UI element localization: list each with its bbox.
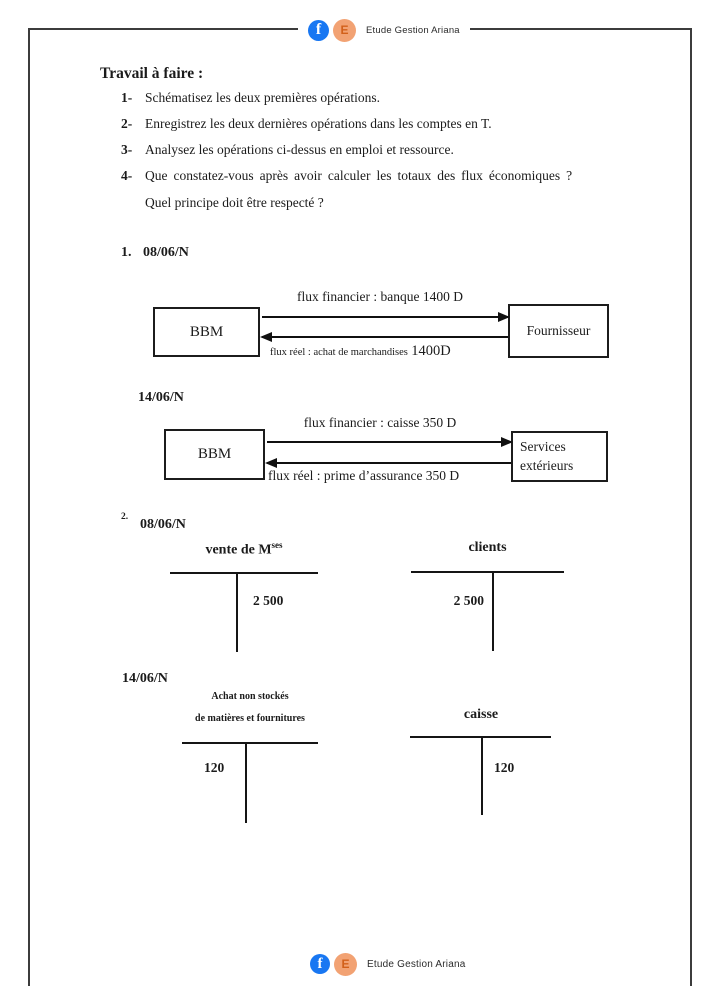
t-account-top-line — [182, 742, 318, 744]
services-exterieurs-box — [511, 431, 608, 482]
section-3-number: 2. — [121, 512, 129, 522]
flux-financier-arrow-right-icon — [262, 316, 508, 318]
task-text: Enregistrez les deux dernières opérations dans les comptes en T. — [145, 116, 492, 131]
account-title-clients: clients — [468, 540, 507, 555]
account-title-caisse: caisse — [463, 707, 499, 722]
footer-brand — [300, 947, 476, 981]
section-1-number: 1. — [121, 245, 132, 260]
task-text: Schématisez les deux premières opérations. — [145, 90, 381, 105]
task-text-line2: Quel principe doit être respecté ? — [145, 195, 324, 210]
facebook-icon: f — [310, 954, 330, 974]
t-account-divider-line — [245, 742, 247, 823]
t-account-top-line — [411, 571, 564, 573]
e-badge-icon: E — [334, 953, 357, 976]
account-title-achat-line1: Achat non stockés — [211, 691, 289, 702]
debit-amount: 2 500 — [453, 593, 484, 608]
account-title-achat-line2: de matières et fournitures — [195, 713, 305, 724]
task-number: 3- — [121, 142, 133, 157]
flux-financier-label: flux financier : banque 1400 D — [296, 289, 464, 304]
flux-financier-label: flux financier : caisse 350 D — [303, 415, 457, 430]
bbm-box: BBM — [153, 307, 260, 357]
credit-amount: 120 — [494, 760, 515, 775]
flux-financier-arrow-right-icon — [267, 441, 511, 443]
task-text: Analysez les opérations ci-dessus en emploi et ressource. — [145, 142, 454, 157]
fournisseur-box: Fournisseur — [508, 304, 609, 358]
flux-reel-text: flux réel : achat de marchandises — [270, 347, 408, 358]
services-exterieurs-label: Services extérieurs — [520, 439, 574, 473]
task-text: Que constatez-vous après avoir calculer les totaux des flux économiques ? — [145, 168, 573, 183]
t-account-divider-line — [236, 572, 238, 652]
flux-reel-label: flux réel : prime d’assurance 350 D — [268, 468, 460, 483]
task-number: 2- — [121, 116, 133, 131]
task-number: 4- — [121, 168, 133, 183]
brand-name: Etude Gestion Ariana — [367, 958, 466, 970]
bbm-box: BBM — [164, 429, 265, 480]
page-title: Travail à faire : — [100, 65, 204, 82]
section-3-date: 08/06/N — [140, 517, 186, 532]
section-4-date: 14/06/N — [122, 671, 168, 686]
task-number: 1- — [121, 90, 133, 105]
t-account-top-line — [170, 572, 318, 574]
debit-amount: 120 — [204, 760, 225, 775]
section-1-date: 08/06/N — [143, 245, 189, 260]
t-account-divider-line — [481, 736, 483, 815]
flux-reel-arrow-left-icon — [262, 336, 508, 338]
section-2-date: 14/06/N — [138, 390, 184, 405]
account-title-vente: vente de $M^{ses}$ — [205, 540, 283, 558]
e-badge-icon: E — [333, 19, 356, 42]
flux-reel-label — [270, 343, 451, 360]
flux-reel-arrow-left-icon — [267, 462, 511, 464]
credit-amount: 2 500 — [253, 593, 284, 608]
header-brand — [298, 12, 470, 48]
flux-reel-amount: 1400D — [411, 343, 451, 359]
t-account-divider-line — [492, 571, 494, 651]
brand-name: Etude Gestion Ariana — [366, 24, 460, 36]
facebook-icon: f — [308, 20, 329, 41]
